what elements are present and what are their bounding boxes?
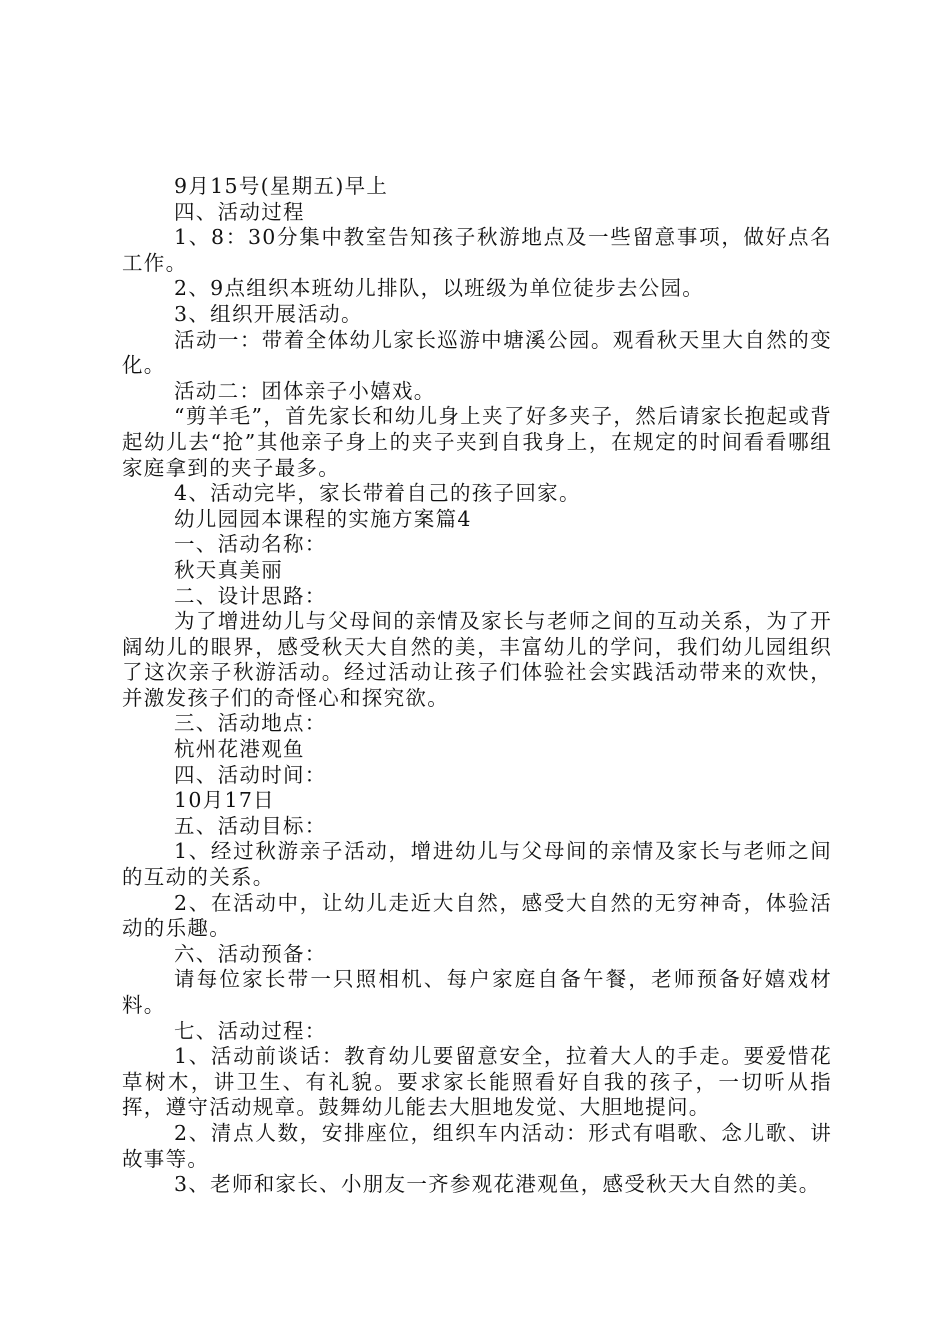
paragraph-activity-one: 活动一：带着全体幼儿家长巡游中塘溪公园。观看秋天里大自然的变化。: [122, 327, 832, 378]
heading-activity-time: 四、活动时间：: [174, 762, 327, 787]
paragraph-step-1: 1、8：30分集中教室告知孩子秋游地点及一些留意事项，做好点名工作。: [122, 225, 832, 275]
paragraph-step-2: 2、9点组织本班幼儿排队，以班级为单位徒步去公园。: [174, 276, 705, 301]
heading-activity-procedure: 七、活动过程：: [174, 1018, 327, 1043]
heading-activity-preparation: 六、活动预备：: [174, 941, 327, 966]
document-body: [122, 174, 832, 1198]
paragraph-step-4: 4、活动完毕，家长带着自己的孩子回家。: [174, 481, 581, 506]
paragraph-activity-two: 活动二：团体亲子小嬉戏。: [174, 378, 436, 403]
heading-activity-location: 三、活动地点：: [174, 711, 327, 736]
paragraph-goal-2: 2、在活动中，让幼儿走近大自然，感受大自然的无穷神奇，体验活动的乐趣。: [122, 890, 832, 941]
section-title-plan-4: 幼儿园园本课程的实施方案篇4: [174, 506, 472, 531]
paragraph-activity-time-value: 10月17日: [174, 788, 275, 813]
paragraph-preparation: 请每位家长带一只照相机、每户家庭自备午餐，老师预备好嬉戏材料。: [122, 967, 832, 1017]
heading-activity-process: 四、活动过程: [174, 199, 305, 224]
paragraph-procedure-3: 3、老师和家长、小朋友一齐参观花港观鱼，感受秋天大自然的美。: [174, 1172, 821, 1197]
heading-activity-name: 一、活动名称：: [174, 532, 327, 557]
paragraph-activity-location-value: 杭州花港观鱼: [174, 737, 305, 762]
heading-activity-goals: 五、活动目标：: [174, 813, 327, 838]
paragraph-step-3: 3、组织开展活动。: [174, 301, 363, 326]
paragraph-procedure-2: 2、清点人数，安排座位，组织车内活动：形式有唱歌、念儿歌、讲故事等。: [122, 1120, 832, 1171]
paragraph-goal-1: 1、经过秋游亲子活动，增进幼儿与父母间的亲情及家长与老师之间的互动的关系。: [122, 839, 832, 890]
paragraph-design-idea: 为了增进幼儿与父母间的亲情及家长与老师之间的互动关系，为了开阔幼儿的眼界，感受秋天大自然的美，丰富幼儿的学问，我们幼儿园组织了这次亲子秋游活动。经过活动让孩子们体验社会实践活动带来的欢快，并激发孩子们的奇怪心和探究欲。: [122, 609, 832, 710]
paragraph-procedure-1: 1、活动前谈话：教育幼儿要留意安全，拉着大人的手走。要爱惜花草树木，讲卫生、有礼貌。要求家长能照看好自我的孩子，一切听从指挥，遵守活动规章。鼓舞幼儿能去大胆地发觉、大胆地提问。: [122, 1044, 832, 1120]
paragraph-game-description: “剪羊毛”，首先家长和幼儿身上夹了好多夹子，然后请家长抱起或背起幼儿去“抢”其他亲子身上的夹子夹到自我身上，在规定的时间看看哪组家庭拿到的夹子最多。: [122, 404, 832, 480]
paragraph-date: 9月15号(星期五)早上: [174, 174, 389, 198]
heading-design-idea: 二、设计思路：: [174, 583, 327, 608]
paragraph-activity-name-value: 秋天真美丽: [174, 557, 283, 582]
